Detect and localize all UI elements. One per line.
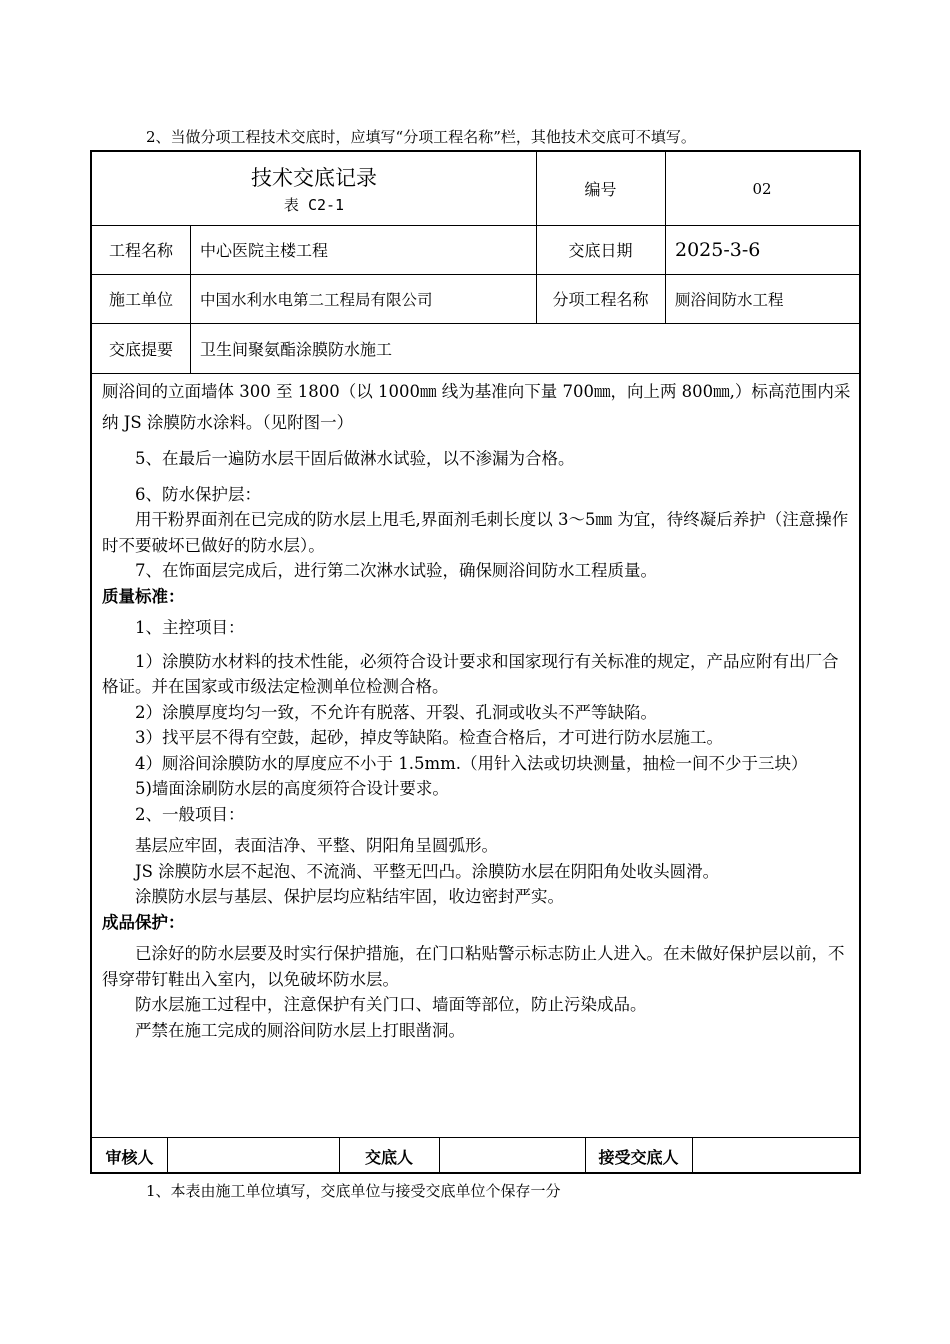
content-paragraph: 5)墙面涂刷防水层的高度须符合设计要求。 bbox=[135, 779, 449, 798]
bottom-note: 1、本表由施工单位填写，交底单位与接受交底单位个保存一分 bbox=[146, 1182, 561, 1200]
content-paragraph: 1）涂膜防水材料的技术性能，必须符合设计要求和国家现行有关标准的规定，产品应附有出厂合格证。并在国家或市级法定检测单位检测合格。 bbox=[102, 651, 839, 696]
content-paragraph: 1、主控项目： bbox=[135, 618, 245, 637]
number-value: 02 bbox=[752, 179, 772, 198]
form-title: 技术交底记录 bbox=[251, 166, 377, 190]
project-name-label: 工程名称 bbox=[108, 241, 173, 260]
discloser-label: 交底人 bbox=[364, 1147, 413, 1167]
content-paragraph: 防水层施工过程中，注意保护有关门口、墙面等部位，防止污染成品。 bbox=[135, 995, 647, 1014]
summary-label: 交底提要 bbox=[108, 339, 173, 359]
content-paragraph: 6、防水保护层： bbox=[135, 484, 261, 504]
form-number: 表 C2-1 bbox=[283, 196, 345, 214]
content-paragraph: 已涂好的防水层要及时实行保护措施，在门口粘贴警示标志防止人进入。在未做好保护层以前，不得穿带钉鞋出入室内，以免破坏防水层。 bbox=[102, 944, 845, 989]
content-paragraph: 严禁在施工完成的厕浴间防水层上打眼凿洞。 bbox=[135, 1020, 465, 1040]
reviewer-signature bbox=[167, 1138, 339, 1174]
protection-heading: 成品保护： bbox=[102, 912, 185, 932]
content-paragraph: 5、在最后一遍防水层干固后做淋水试验，以不渗漏为合格。 bbox=[135, 449, 575, 468]
content-paragraph: 4）厕浴间涂膜防水的厚度应不小于 1.5mm.（用针入法或切块测量，抽检一间不少于三块） bbox=[135, 753, 808, 773]
content-paragraph: 2）涂膜厚度均匀一致，不允许有脱落、开裂、孔洞或收头不严等缺陷。 bbox=[135, 702, 657, 722]
content-paragraph: 涂膜防水层与基层、保护层均应粘结牢固，收边密封严实。 bbox=[135, 887, 564, 906]
content-paragraph: 用干粉界面剂在已完成的防水层上甩毛,界面剂毛刺长度以 3～5㎜ 为宜，待终凝后养护（注意操作时不要破坏已做好的防水层）。 bbox=[102, 510, 849, 555]
number-label: 编号 bbox=[584, 180, 617, 199]
summary-value: 卫生间聚氨酯涂膜防水施工 bbox=[200, 339, 393, 359]
receiver-label: 接受交底人 bbox=[598, 1147, 679, 1167]
content-paragraph: 3）找平层不得有空鼓，起砂，掉皮等缺陷。检查合格后，才可进行防水层施工。 bbox=[135, 728, 723, 747]
subproject-label: 分项工程名称 bbox=[552, 290, 649, 309]
project-name: 中心医院主楼工程 bbox=[200, 241, 329, 260]
disclosure-table bbox=[90, 150, 861, 1174]
disclosure-content bbox=[102, 376, 854, 1043]
subproject-value: 厕浴间防水工程 bbox=[675, 290, 784, 309]
top-note: 2、当做分项工程技术交底时，应填写“分项工程名称”栏，其他技术交底可不填写。 bbox=[146, 128, 696, 146]
reviewer-label: 审核人 bbox=[105, 1147, 154, 1167]
content-paragraph: 7、在饰面层完成后，进行第二次淋水试验，确保厕浴间防水工程质量。 bbox=[135, 561, 657, 580]
content-paragraph: 2、一般项目： bbox=[135, 804, 245, 824]
content-paragraph: JS 涂膜防水层不起泡、不流淌、平整无凹凸。涂膜防水层在阴阳角处收头圆滑。 bbox=[135, 861, 720, 881]
contractor-value: 中国水利水电第二工程局有限公司 bbox=[200, 290, 433, 309]
contractor-label: 施工单位 bbox=[108, 290, 173, 309]
receiver-signature bbox=[692, 1138, 859, 1174]
date-label: 交底日期 bbox=[568, 241, 633, 260]
content-paragraph: 基层应牢固，表面洁净、平整、阴阳角呈圆弧形。 bbox=[135, 836, 498, 855]
date-value: 2025-3-6 bbox=[675, 238, 761, 261]
content-paragraph: 厕浴间的立面墙体 300 至 1800（以 1000㎜ 线为基准向下量 700㎜，向上两 800㎜,）标高范围内采纳 JS 涂膜防水涂料。（见附图一） bbox=[102, 382, 851, 432]
discloser-signature bbox=[439, 1138, 585, 1174]
quality-heading: 质量标准： bbox=[102, 586, 185, 606]
